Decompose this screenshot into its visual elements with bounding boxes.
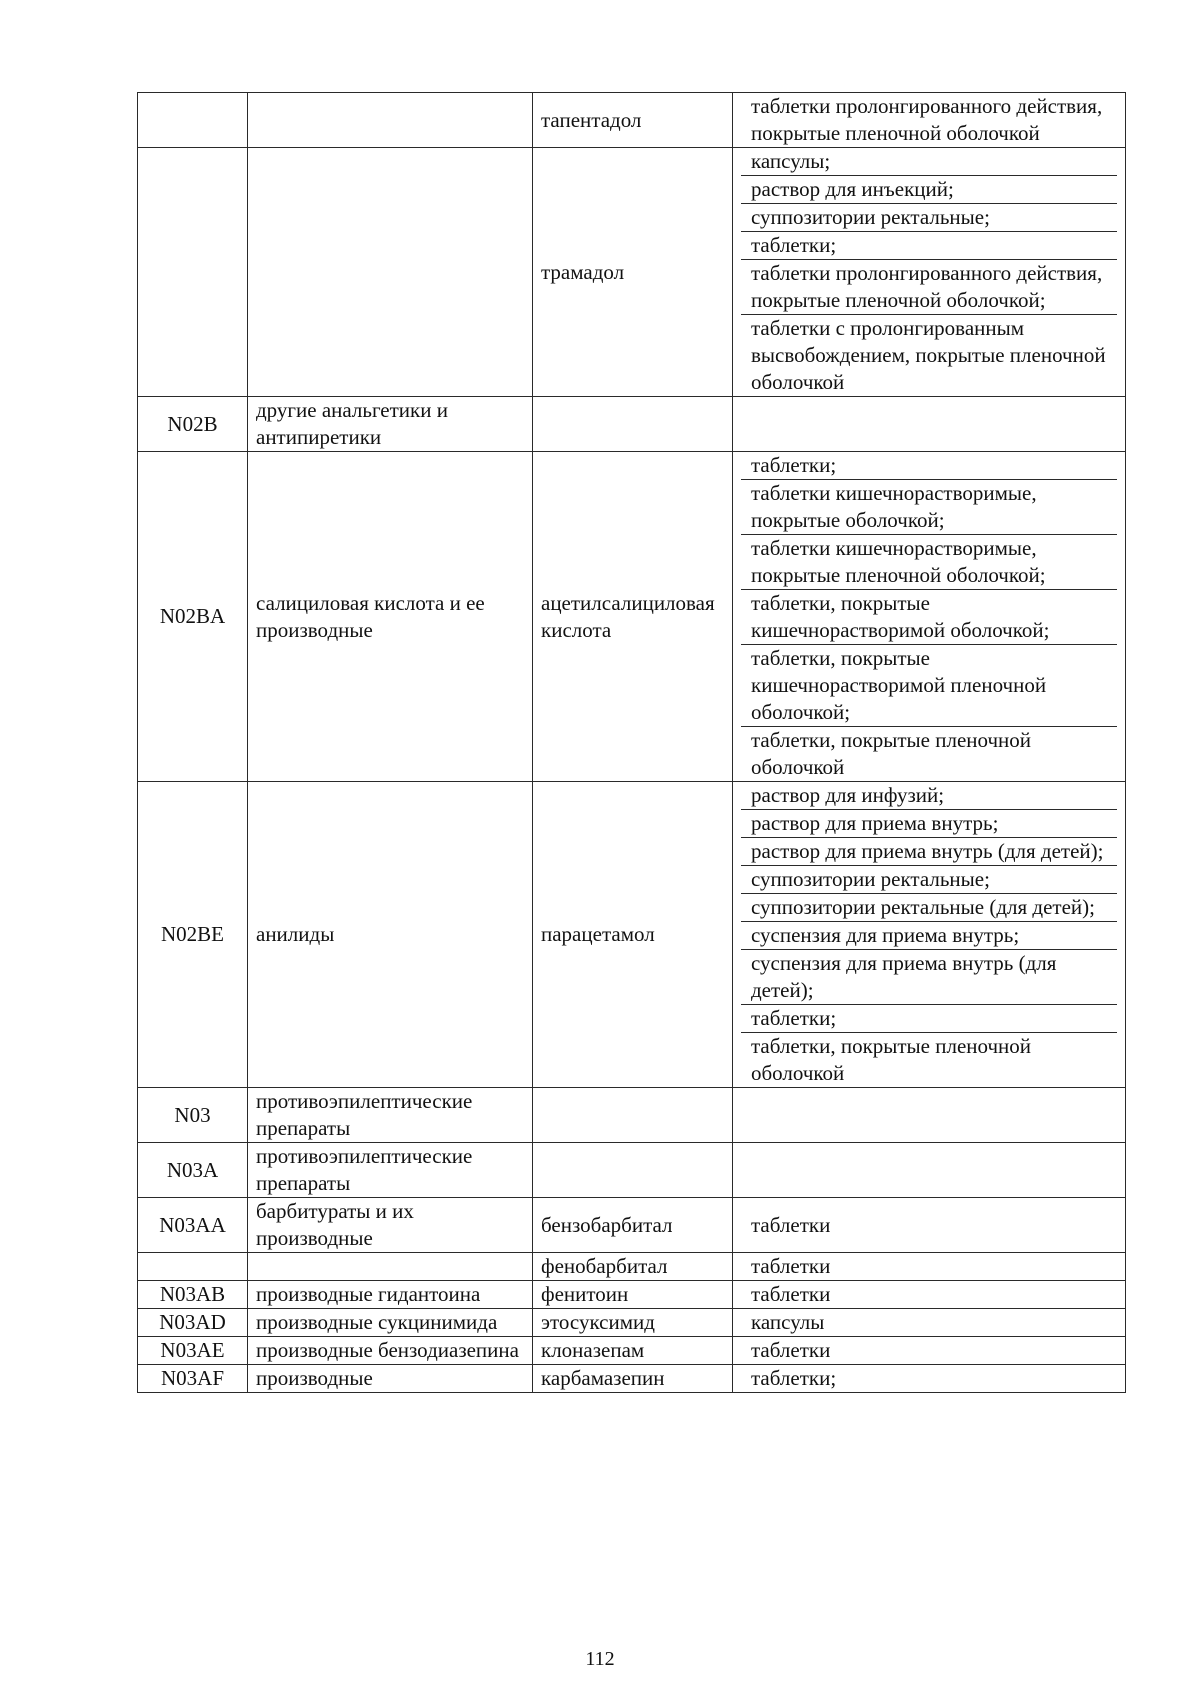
dosage-form-item: таблетки [751,1282,831,1306]
drug-name-cell: этосуксимид [533,1309,733,1337]
dosage-form-item: таблетки, покрытые пленочной оболочкой [751,1034,1032,1085]
dosage-form-item: раствор для инъекций; [741,176,1117,204]
table-row [138,1337,1126,1365]
dosage-forms-cell [733,1088,1126,1143]
dosage-form-item: суппозитории ректальные; [741,866,1117,894]
atc-code-cell: N03A [138,1143,248,1198]
dosage-form-item: таблетки, покрытые кишечнорастворимой пленочной оболочкой; [741,645,1117,727]
table-row [138,1365,1126,1393]
dosage-form-item: капсулы; [741,148,1117,176]
atc-code-cell: N03AA [138,1198,248,1253]
drug-name-cell: карбамазепин [533,1365,733,1393]
dosage-form-item: таблетки с пролонгированным высвобождением, покрытые пленочной оболочкой [751,316,1106,394]
drug-name-cell: фенобарбитал [533,1253,733,1281]
atc-code-cell: N02B [138,397,248,452]
dosage-form-item: таблетки кишечнорастворимые, покрытые пленочной оболочкой; [741,535,1117,590]
dosage-form-item: раствор для приема внутрь (для детей); [741,838,1117,866]
atc-code-cell [138,148,248,397]
table-body [138,93,1126,1393]
drug-name-cell: фенитоин [533,1281,733,1309]
dosage-form-item: таблетки, покрытые пленочной оболочкой [751,728,1032,779]
table-row [138,1088,1126,1143]
dosage-forms-cell [733,1365,1126,1393]
table-row [138,148,1126,397]
dosage-form-item: раствор для инфузий; [741,782,1117,810]
dosage-form-list [741,148,1117,396]
dosage-forms-cell [733,1309,1126,1337]
table-row [138,397,1126,452]
drug-name-cell [533,1088,733,1143]
dosage-form-item: суспензия для приема внутрь (для детей); [741,950,1117,1005]
drug-name-cell [533,397,733,452]
dosage-form-item: таблетки; [741,232,1117,260]
dosage-form-item: раствор для приема внутрь; [741,810,1117,838]
pharmacological-group-cell: другие анальгетики и антипиретики [248,397,533,452]
table-row [138,782,1126,1088]
atc-code-cell [138,93,248,148]
dosage-forms-cell [733,1253,1126,1281]
table-row [138,1281,1126,1309]
atc-code-cell [138,1253,248,1281]
dosage-form-item: капсулы [751,1310,825,1334]
dosage-form-list [741,452,1117,781]
atc-code-cell: N02BE [138,782,248,1088]
dosage-forms-cell [733,1281,1126,1309]
table-row [138,1198,1126,1253]
dosage-forms-cell [733,452,1126,782]
table-row [138,1253,1126,1281]
drug-name-cell: трамадол [533,148,733,397]
dosage-forms-cell [733,1337,1126,1365]
page-number: 112 [585,1648,615,1670]
drug-name-cell [533,1143,733,1198]
atc-code-cell: N03AF [138,1365,248,1393]
drug-name-cell: бензобарбитал [533,1198,733,1253]
dosage-form-item: таблетки [751,1338,831,1362]
atc-code-cell: N03AB [138,1281,248,1309]
pharmacological-group-cell [248,1253,533,1281]
pharmacological-group-cell: салициловая кислота и ее производные [248,452,533,782]
pharmacological-group-cell: противоэпилептические препараты [248,1143,533,1198]
dosage-form-item: таблетки [751,1254,831,1278]
dosage-forms-cell [733,93,1126,148]
atc-code-cell: N03AD [138,1309,248,1337]
pharmacological-group-cell [248,93,533,148]
pharmacological-group-cell: производные сукцинимида [248,1309,533,1337]
dosage-forms-cell [733,397,1126,452]
pharmacological-group-cell: анилиды [248,782,533,1088]
drug-name-cell: клоназепам [533,1337,733,1365]
dosage-forms-cell [733,148,1126,397]
dosage-form-item: таблетки, покрытые кишечнорастворимой оболочкой; [741,590,1117,645]
dosage-form-item: таблетки [751,1212,831,1237]
drug-name-cell: ацетилсалициловая кислота [533,452,733,782]
dosage-form-item: суспензия для приема внутрь; [741,922,1117,950]
pharmacological-group-cell: производные гидантоина [248,1281,533,1309]
table-row [138,93,1126,148]
dosage-form-item: таблетки кишечнорастворимые, покрытые оболочкой; [741,480,1117,535]
medication-table [137,92,1126,1393]
table-row [138,1309,1126,1337]
dosage-form-item: таблетки; [751,1366,837,1390]
atc-code-cell: N03 [138,1088,248,1143]
pharmacological-group-cell: барбитураты и их производные [248,1198,533,1253]
dosage-forms-cell [733,1198,1126,1253]
dosage-form-item: таблетки пролонгированного действия, покрытые пленочной оболочкой; [741,260,1117,315]
drug-name-cell: тапентадол [533,93,733,148]
dosage-forms-cell [733,782,1126,1088]
drug-name-cell: парацетамол [533,782,733,1088]
dosage-form-item: суппозитории ректальные; [741,204,1117,232]
dosage-form-item: таблетки пролонгированного действия, покрытые пленочной оболочкой [751,94,1103,145]
table-row [138,1143,1126,1198]
pharmacological-group-cell: производные бензодиазепина [248,1337,533,1365]
atc-code-cell: N02BA [138,452,248,782]
atc-code-cell: N03AE [138,1337,248,1365]
pharmacological-group-cell: противоэпилептические препараты [248,1088,533,1143]
table-row [138,452,1126,782]
pharmacological-group-cell [248,148,533,397]
dosage-form-item: таблетки; [741,1005,1117,1033]
dosage-form-item: суппозитории ректальные (для детей); [741,894,1117,922]
dosage-form-item: таблетки; [741,452,1117,480]
dosage-forms-cell [733,1143,1126,1198]
pharmacological-group-cell: производные [248,1365,533,1393]
dosage-form-list [741,782,1117,1087]
